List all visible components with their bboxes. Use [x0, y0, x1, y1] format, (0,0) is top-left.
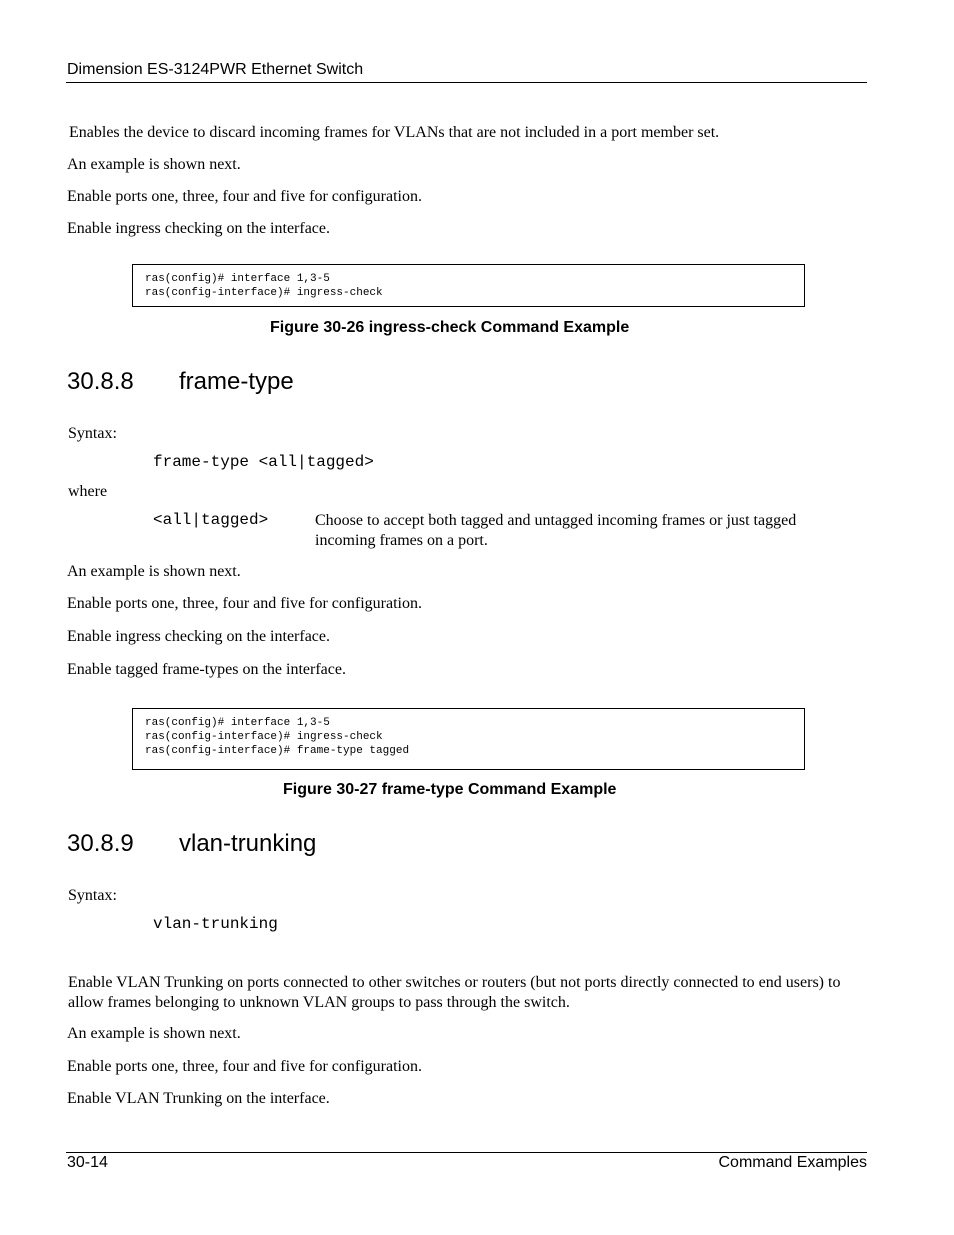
figure-caption-30-27: Figure 30-27 frame-type Command Example [283, 781, 617, 798]
code-example-ingress-check [132, 264, 805, 307]
running-header: Dimension ES-3124PWR Ethernet Switch [67, 61, 364, 78]
intro-step-ingress: Enable ingress checking on the interface. [67, 220, 330, 237]
code-example-frame-type [132, 708, 805, 770]
parameter-name: <all|tagged> [153, 511, 269, 529]
vlan-trunking-step-ports: Enable ports one, three, four and five for configuration. [67, 1058, 422, 1075]
syntax-label: Syntax: [68, 425, 117, 442]
frame-type-example-note: An example is shown next. [67, 563, 241, 580]
intro-step-ports: Enable ports one, three, four and five for configuration. [67, 188, 422, 205]
header-rule [66, 82, 867, 83]
code-line: ras(config-interface)# ingress-check [145, 731, 383, 743]
section-heading-vlan-trunking [67, 830, 467, 860]
section-title: vlan-trunking [179, 830, 317, 857]
intro-example-note: An example is shown next. [67, 156, 241, 173]
figure-caption-30-26: Figure 30-26 ingress-check Command Example [270, 319, 630, 336]
frame-type-step-ports: Enable ports one, three, four and five for configuration. [67, 595, 422, 612]
intro-description: Enables the device to discard incoming frames for VLANs that are not included in a port member set. [69, 124, 720, 141]
section-heading-frame-type [67, 368, 467, 398]
vlan-trunking-step-enable: Enable VLAN Trunking on the interface. [67, 1090, 330, 1107]
chapter-title: Command Examples [718, 1154, 867, 1171]
section-title: frame-type [179, 368, 294, 395]
vlan-trunking-description: Enable VLAN Trunking on ports connected to other switches or routers (but not ports directly connected to end users) to allow frames belonging to unknown VLAN groups to pass through the switch. [68, 974, 841, 1011]
syntax-label: Syntax: [68, 887, 117, 904]
code-line: ras(config-interface)# ingress-check [145, 287, 383, 299]
vlan-trunking-example-note: An example is shown next. [67, 1025, 241, 1042]
frame-type-step-tagged: Enable tagged frame-types on the interface. [67, 661, 346, 678]
syntax-command: frame-type <all|tagged> [153, 453, 374, 471]
page-number: 30-14 [67, 1154, 108, 1171]
parameter-description: Choose to accept both tagged and untagged incoming frames or just tagged incoming frames on a port. [315, 512, 797, 549]
code-line: ras(config-interface)# frame-type tagged [145, 745, 410, 757]
where-label: where [68, 483, 108, 500]
section-number: 30.8.8 [67, 368, 134, 395]
section-number: 30.8.9 [67, 830, 134, 857]
footer-rule [66, 1152, 867, 1153]
frame-type-step-ingress: Enable ingress checking on the interface. [67, 628, 330, 645]
code-line: ras(config)# interface 1,3-5 [145, 717, 330, 729]
code-line: ras(config)# interface 1,3-5 [145, 273, 330, 285]
syntax-command: vlan-trunking [153, 915, 278, 933]
